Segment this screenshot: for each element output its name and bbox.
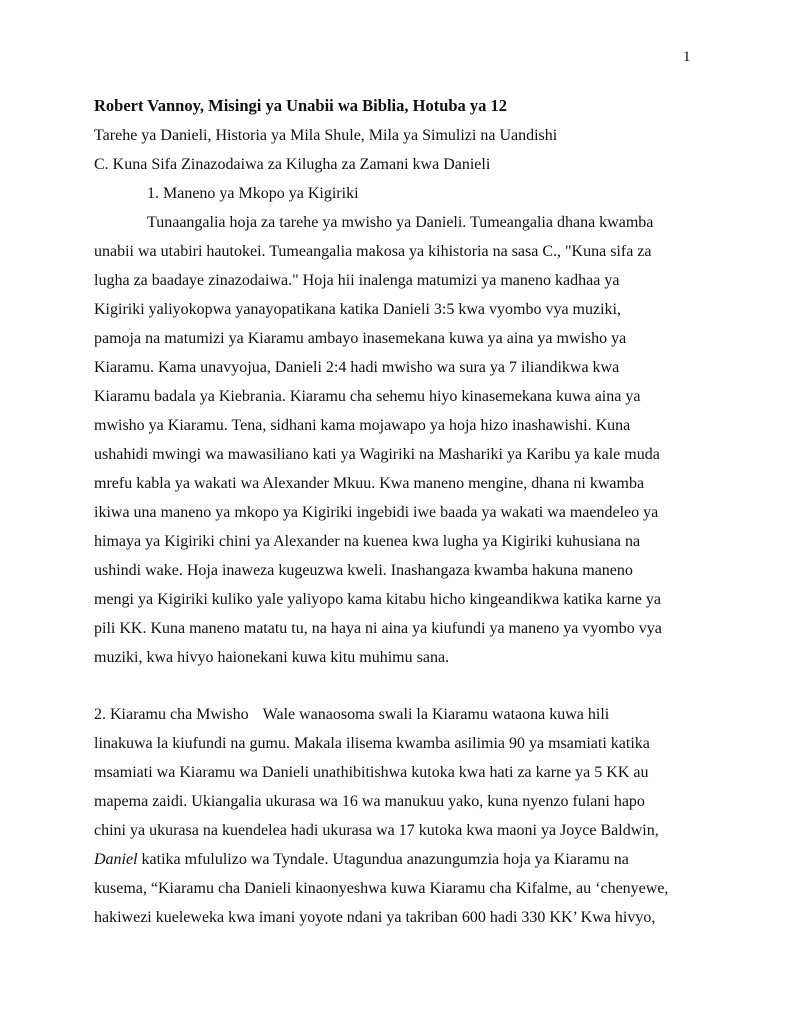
subsection-heading-2: 2. Kiaramu cha Mwisho bbox=[94, 706, 249, 723]
paragraph-line: linakuwa la kiufundi na gumu. Makala ilisema kwamba asilimia 90 ya msamiati katika bbox=[94, 735, 650, 752]
subsection-heading-1: 1. Maneno ya Mkopo ya Kigiriki bbox=[147, 185, 359, 202]
paragraph-line: mwisho ya Kiaramu. Tena, sidhani kama mojawapo ya hoja hizo inashawishi. Kuna bbox=[94, 417, 631, 434]
paragraph-line: lugha za baadaye zinazodaiwa." Hoja hii inalenga matumizi ya maneno kadhaa ya bbox=[94, 272, 620, 289]
paragraph-line: pamoja na matumizi ya Kiaramu ambayo inasemekana kuwa ya aina ya mwisho ya bbox=[94, 330, 627, 347]
paragraph-line: Tunaangalia hoja za tarehe ya mwisho ya Danieli. Tumeangalia dhana kwamba bbox=[147, 214, 654, 231]
paragraph-line: mrefu kabla ya wakati wa Alexander Mkuu. Kwa maneno mengine, dhana ni kwamba bbox=[94, 475, 645, 492]
paragraph-line: muziki, kwa hivyo haionekani kuwa kitu muhimu sana. bbox=[94, 649, 450, 666]
italic-book-title: Daniel bbox=[94, 851, 138, 868]
page-number: 1 bbox=[683, 49, 691, 65]
section-heading-c: C. Kuna Sifa Zinazodaiwa za Kilugha za Zamani kwa Danieli bbox=[94, 156, 491, 173]
paragraph-line bbox=[94, 706, 609, 724]
paragraph-line: Kiaramu. Kama unavyojua, Danieli 2:4 hadi mwisho wa sura ya 7 iliandikwa kwa bbox=[94, 359, 620, 376]
document-title: Robert Vannoy, Misingi ya Unabii wa Biblia, Hotuba ya 12 bbox=[94, 96, 508, 115]
paragraph-text: Wale wanaosoma swali la Kiaramu wataona kuwa hili bbox=[262, 706, 610, 723]
paragraph-line: mapema zaidi. Ukiangalia ukurasa wa 16 wa manukuu yako, kuna nyenzo fulani hapo bbox=[94, 793, 645, 810]
paragraph-line: ikiwa una maneno ya mkopo ya Kigiriki ingebidi iwe baada ya wakati wa maendeleo ya bbox=[94, 504, 659, 521]
lecture-subtitle: Tarehe ya Danieli, Historia ya Mila Shule, Mila ya Simulizi na Uandishi bbox=[94, 127, 558, 144]
paragraph-line: mengi ya Kigiriki kuliko yale yaliyopo kama kitabu hicho kingeandikwa katika karne ya bbox=[94, 591, 661, 608]
paragraph-line: unabii wa utabiri hautokei. Tumeangalia makosa ya kihistoria na sasa C., "Kuna sifa za bbox=[94, 243, 652, 260]
paragraph-text: katika mfululizo wa Tyndale. Utagundua anazungumzia hoja ya Kiaramu na bbox=[141, 851, 629, 868]
paragraph-line: pili KK. Kuna maneno matatu tu, na haya ni aina ya kiufundi ya maneno ya vyombo vya bbox=[94, 620, 662, 637]
paragraph-line: Kigiriki yaliyokopwa yanayopatikana katika Danieli 3:5 kwa vyombo vya muziki, bbox=[94, 301, 621, 318]
paragraph-line: chini ya ukurasa na kuendelea hadi ukurasa wa 17 kutoka kwa maoni ya Joyce Baldwin, bbox=[94, 822, 659, 839]
paragraph-line bbox=[94, 851, 629, 869]
paragraph-line: ushahidi mwingi wa mawasiliano kati ya Wagiriki na Mashariki ya Karibu ya kale muda bbox=[94, 446, 660, 463]
paragraph-line: Kiaramu badala ya Kiebrania. Kiaramu cha sehemu hiyo kinasemekana kuwa aina ya bbox=[94, 388, 641, 405]
paragraph-line: msamiati wa Kiaramu wa Danieli unathibitishwa kutoka kwa hati za karne ya 5 KK au bbox=[94, 764, 649, 781]
paragraph-line: kusema, “Kiaramu cha Danieli kinaonyeshwa kuwa Kiaramu cha Kifalme, au ‘chenyewe, bbox=[94, 880, 669, 897]
paragraph-line: hakiwezi kueleweka kwa imani yoyote ndani ya takriban 600 hadi 330 KK’ Kwa hivyo, bbox=[94, 909, 656, 926]
paragraph-line: himaya ya Kigiriki chini ya Alexander na kuenea kwa lugha ya Kigiriki kuhusiana na bbox=[94, 533, 641, 550]
paragraph-line: ushindi wake. Hoja inaweza kugeuzwa kweli. Inashangaza kwamba hakuna maneno bbox=[94, 562, 633, 579]
